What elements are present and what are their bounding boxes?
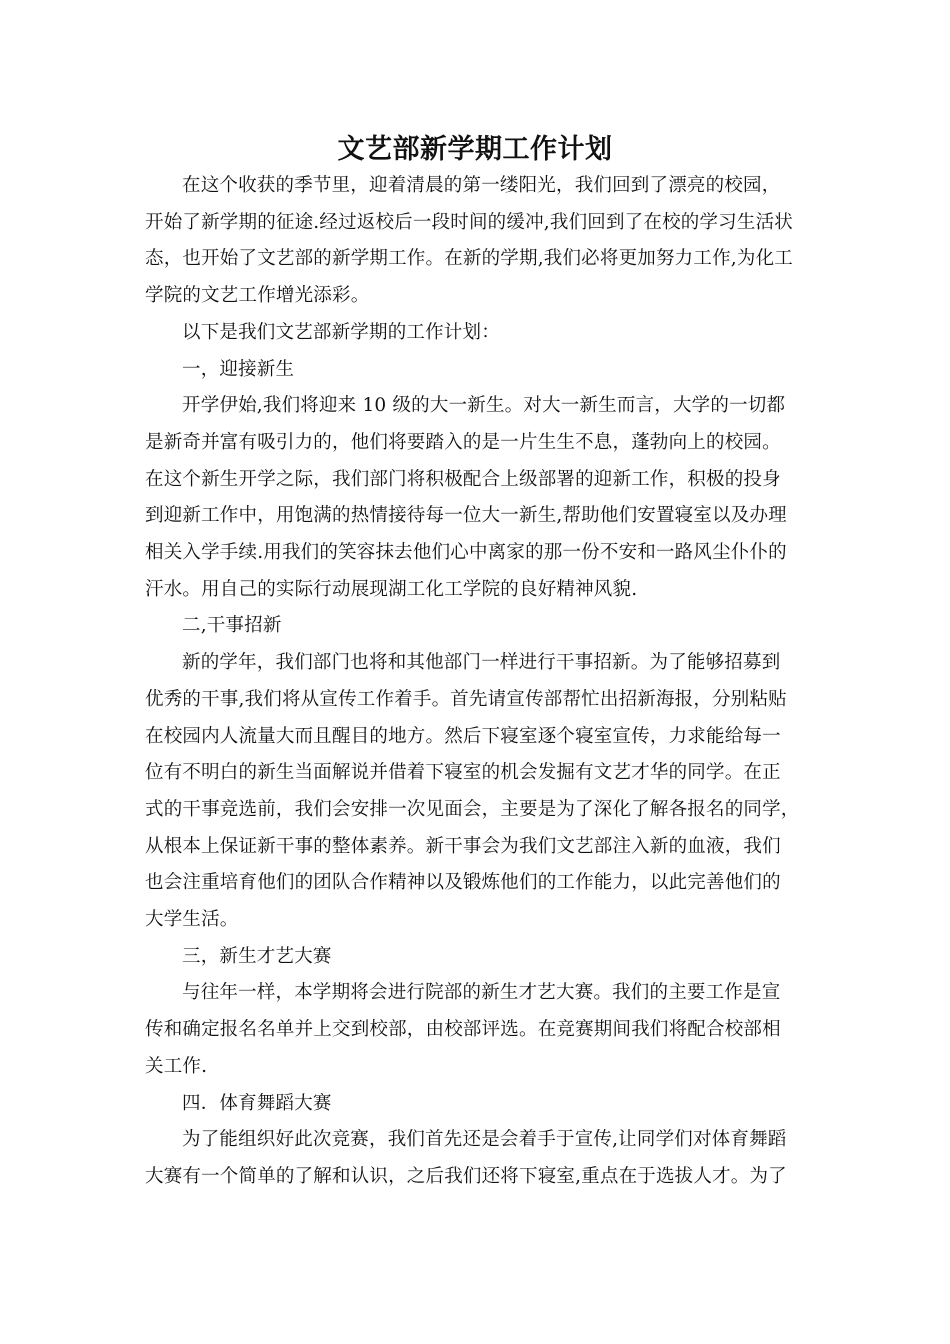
- body-line: 开学伊始,我们将迎来 10 级的大一新生。对大一新生而言，大学的一切都: [182, 395, 786, 417]
- body-line: 在这个收获的季节里，迎着清晨的第一缕阳光，我们回到了漂亮的校园，: [182, 175, 781, 196]
- body-line: 汗水。用自己的实际行动展现湖工化工学院的良好精神风貌.: [145, 578, 638, 600]
- body-line: 新的学年，我们部门也将和其他部门一样进行干事招新。为了能够招募到: [182, 652, 781, 674]
- body-line: 三，新生才艺大赛: [182, 945, 332, 967]
- body-line: 关工作.: [145, 1055, 208, 1077]
- body-line: 在这个新生开学之际，我们部门将积极配合上级部署的迎新工作，积极的投身: [145, 468, 781, 490]
- body-line: 一，迎接新生: [182, 358, 295, 380]
- document-title: 文艺部新学期工作计划: [337, 134, 613, 165]
- body-line: 大学生活。: [145, 909, 239, 930]
- body-line: 相关入学手续.用我们的笑容抹去他们心中离家的那一份不安和一路风尘仆仆的: [145, 542, 787, 563]
- body-line: 在校园内人流量大而且醒目的地方。然后下寝室逐个寝室宣传，力求能给每一: [145, 725, 781, 747]
- body-line: 学院的文艺工作增光添彩。: [145, 285, 370, 307]
- body-line: 传和确定报名名单并上交到校部，由校部评选。在竞赛期间我们将配合校部相: [145, 1019, 781, 1041]
- body-line: 二,干事招新: [182, 615, 282, 637]
- body-line: 到迎新工作中，用饱满的热情接待每一位大一新生,帮助他们安置寝室以及办理: [145, 505, 787, 527]
- body-line: 优秀的干事,我们将从宣传工作着手。首先请宣传部帮忙出招新海报，分别粘贴: [145, 688, 787, 710]
- body-line: 大赛有一个简单的了解和认识，之后我们还将下寝室,重点在于选拔人才。为了: [145, 1165, 787, 1187]
- body-line: 为了能组织好此次竞赛，我们首先还是会着手于宣传,让同学们对体育舞蹈: [182, 1129, 787, 1151]
- body-line: 开始了新学期的征途.经过返校后一段时间的缓冲,我们回到了在校的学习生活状: [145, 211, 793, 233]
- body-line: 是新奇并富有吸引力的，他们将要踏入的是一片生生不息，蓬勃向上的校园。: [145, 431, 781, 453]
- body-line: 位有不明白的新生当面解说并借着下寝室的机会发掘有文艺才华的同学。在正: [145, 762, 781, 784]
- body-line: 与往年一样，本学期将会进行院部的新生才艺大赛。我们的主要工作是宣: [182, 982, 781, 1004]
- body-line: 态，也开始了文艺部的新学期工作。在新的学期,我们必将更加努力工作,为化工: [145, 248, 793, 270]
- body-line: 也会注重培育他们的团队合作精神以及锻炼他们的工作能力，以此完善他们的: [145, 872, 781, 894]
- body-line: 四．体育舞蹈大赛: [182, 1092, 332, 1114]
- body-line: 以下是我们文艺部新学期的工作计划：: [182, 321, 500, 343]
- body-line: 式的干事竞选前，我们会安排一次见面会，主要是为了深化了解各报名的同学，: [145, 798, 800, 820]
- body-line: 从根本上保证新干事的整体素养。新干事会为我们文艺部注入新的血液，我们: [145, 835, 781, 857]
